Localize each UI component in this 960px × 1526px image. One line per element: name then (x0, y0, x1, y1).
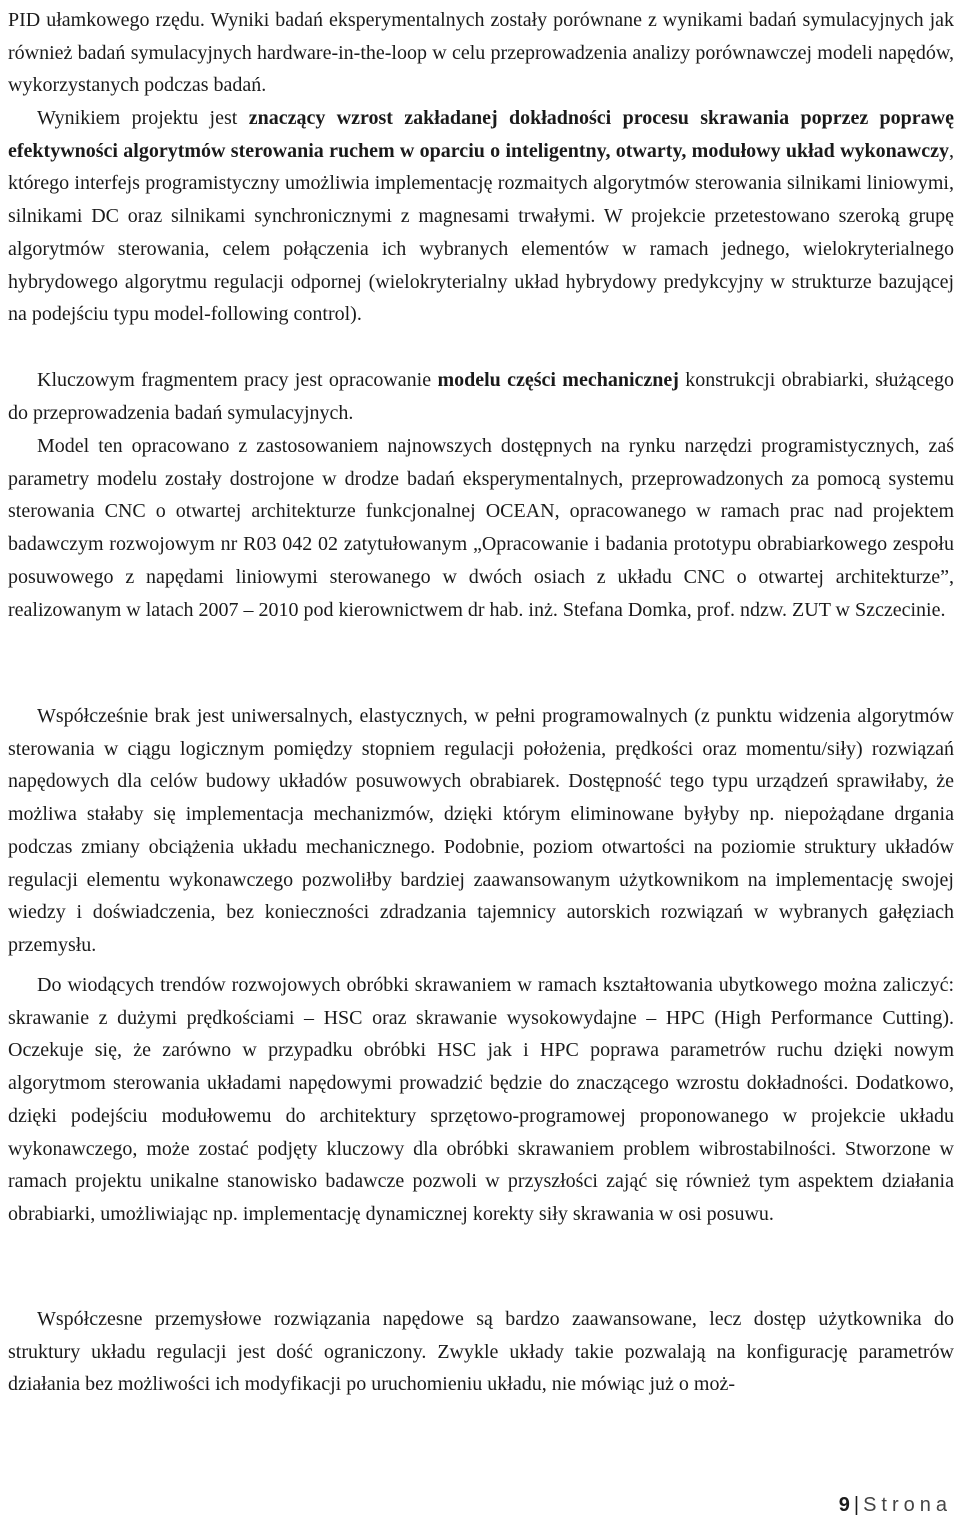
paragraph-current-state: Współcześnie brak jest uniwersalnych, elastycznych, w pełni programowalnych (z punktu widzenia algorytmów sterowania w ciągu logicznym pomiędzy stopniem regulacji położenia, prędkości oraz momentu/siły) rozwiązań napędowych dla celów budowy układów posuwowych obrabiarek. Dostępność tego typu urządzeń sprawiłaby, że możliwa stałaby się implementacja mechanizmów, dzięki którym eliminowane byłyby np. niepożądane drgania podczas zmiany obciążenia układu mechanicznego. Podobnie, poziom otwartości na poziomie struktury układów regulacji elementu wykonawczego pozwoliłby bardziej zaawansowanym użytkownikom na implementację swojej wiedzy i doświadczenia, bez konieczności zdradzania tajemnicy autorskich rozwiązań w wybranych gałęziach przemysłu. (8, 705, 954, 956)
page-number: 9 (838, 1494, 850, 1516)
page-label: Strona (863, 1494, 952, 1516)
paragraph-text: , którego interfejs programistyczny umożliwia implementację rozmaitych algorytmów sterowania silnikami liniowymi, silnikami DC oraz silnikami synchronicznymi z magnesami trwałymi. W projekcie przetestowano szeroką grupę algorytmów sterowania, celem połączenia ich wybranych elementów w ramach jednego, wielokryterialnego hybrydowego algorytmu regulacji odpornej (wielokryterialny układ hybrydowy predykcyjny w strukturze bazującej na podejściu typu model-following control). (8, 139, 954, 326)
paragraph-trends: Do wiodących trendów rozwojowych obróbki skrawaniem w ramach kształtowania ubytkowego można zaliczyć: skrawanie z dużymi prędkościami – HSC oraz skrawanie wysokowydajne – HPC (High Performance Cutting). Oczekuje się, że zarówno w przypadku obróbki HSC jak i HPC poprawa parametrów ruchu dzięki nowym algorytmom sterowania układami napędowymi prowadzić będzie do znaczącego wzrostu dokładności. Dodatkowo, dzięki podejściu modułowemu do architektury sprzętowo-programowej proponowanego w projekcie układu wykonawczego, może zostać podjęty kluczowy dla obróbki skrawaniem problem wibrostabilności. Stworzone w ramach projektu unikalne stanowisko badawcze pozwoli w przyszłości zająć się również tym aspektem działania obrabiarki, umożliwiając np. implementację dynamicznej korekty siły skrawania w osi posuwu. (8, 974, 954, 1225)
page-footer (839, 1494, 952, 1517)
paragraph-model-description: Model ten opracowano z zastosowaniem najnowszych dostępnych na rynku narzędzi programistycznych, zaś parametry modelu zostały dostrojone w drodze badań eksperymentalnych, przeprowadzonych za pomocą systemu sterowania CNC o otwartej architekturze funkcjonalnej OCEAN, opracowanego w ramach prac nad projektem badawczym rozwojowym nr R03 042 02 zatytułowanym „Opracowanie i badania prototypu obrabiarkowego zespołu posuwowego z napędami liniowymi sterowanego w dwóch osiach z układu CNC o otwartej architekturze”, realizowanym w latach 2007 – 2010 pod kierownictwem dr hab. inż. Stefana Domka, prof. ndzw. ZUT w Szczecinie. (8, 435, 954, 621)
paragraph-project-result (8, 102, 954, 331)
footer-separator: | (853, 1494, 860, 1516)
paragraph-industrial-solutions: Współczesne przemysłowe rozwiązania napędowe są bardzo zaawansowane, lecz dostęp użytkownika do struktury układu regulacji jest dość ograniczony. Zwykle układy takie pozwalają na konfigurację parametrów działania bez możliwości ich modyfikacji po uruchomieniu układu, nie mówiąc już o moż- (8, 1308, 954, 1396)
paragraph-text: Wynikiem projektu jest (37, 107, 249, 129)
emphasis-text: znaczący wzrost zakładanej dokładności procesu skrawania poprzez poprawę efektywności algorytmów sterowania ruchem w oparciu o inteligentny, otwarty, modułowy układ wykonawczy (8, 107, 955, 162)
paragraph-pid-results: PID ułamkowego rzędu. Wyniki badań eksperymentalnych zostały porównane z wynikami badań symulacyjnych jak również badań symulacyjnych hardware-in-the-loop w celu przeprowadzenia analizy porównawczej modeli napędów, wykorzystanych podczas badań. (8, 9, 954, 97)
paragraph-key-fragment (8, 364, 954, 429)
emphasis-text: modelu części mechanicznej (437, 369, 679, 391)
paragraph-text: konstrukcji obrabiarki, służącego do przeprowadzenia badań symulacyjnych. (8, 369, 954, 424)
paragraph-text: Kluczowym fragmentem pracy jest opracowanie (37, 369, 438, 391)
